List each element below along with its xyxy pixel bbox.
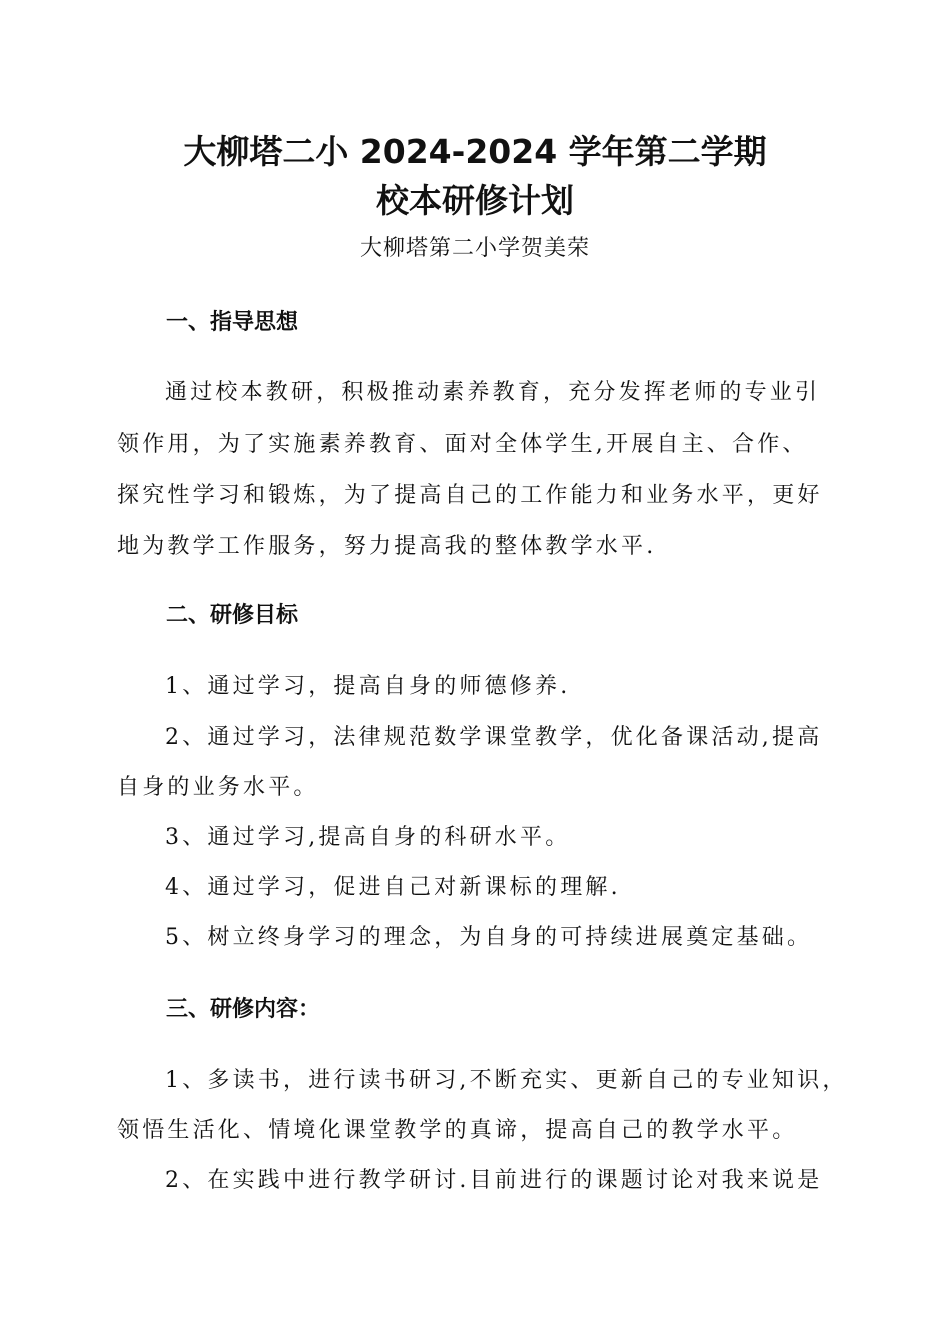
list-item: 2、在实践中进行教学研讨.目前进行的课题讨论对我来说是 bbox=[165, 1168, 823, 1193]
section-heading-guiding-ideology: 一、指导思想 bbox=[166, 310, 299, 335]
list-item: 3、通过学习,提高自身的科研水平。 bbox=[165, 825, 571, 850]
document-author: 大柳塔第二小学贺美荣 bbox=[359, 236, 590, 261]
document-title-line-1: 大柳塔二小 2024-2024 学年第二学期 bbox=[183, 132, 767, 171]
paragraph-line: 探究性学习和锻炼，为了提高自己的工作能力和业务水平，更好 bbox=[117, 483, 823, 508]
list-item-continuation: 自身的业务水平。 bbox=[117, 775, 319, 800]
list-item: 2、通过学习，法律规范数学课堂教学，优化备课活动,提高 bbox=[165, 725, 823, 750]
list-item: 4、通过学习，促进自己对新课标的理解. bbox=[165, 875, 621, 900]
paragraph-line: 地为教学工作服务，努力提高我的整体教学水平. bbox=[117, 534, 657, 559]
section-heading-goals: 二、研修目标 bbox=[166, 603, 299, 628]
paragraph-line: 领作用，为了实施素养教育、面对全体学生,开展自主、合作、 bbox=[117, 432, 808, 457]
list-item: 5、树立终身学习的理念，为自身的可持续进展奠定基础。 bbox=[165, 925, 813, 950]
list-item: 1、通过学习，提高自身的师德修养. bbox=[165, 674, 571, 699]
paragraph-line: 通过校本教研，积极推动素养教育，充分发挥老师的专业引 bbox=[165, 380, 821, 405]
list-item: 1、多读书，进行读书研习,不断充实、更新自己的专业知识， bbox=[165, 1068, 848, 1093]
document-title-line-2: 校本研修计划 bbox=[376, 181, 574, 220]
list-item-continuation: 领悟生活化、情境化课堂教学的真谛，提高自己的教学水平。 bbox=[117, 1118, 798, 1143]
section-heading-content: 三、研修内容： bbox=[166, 997, 321, 1022]
